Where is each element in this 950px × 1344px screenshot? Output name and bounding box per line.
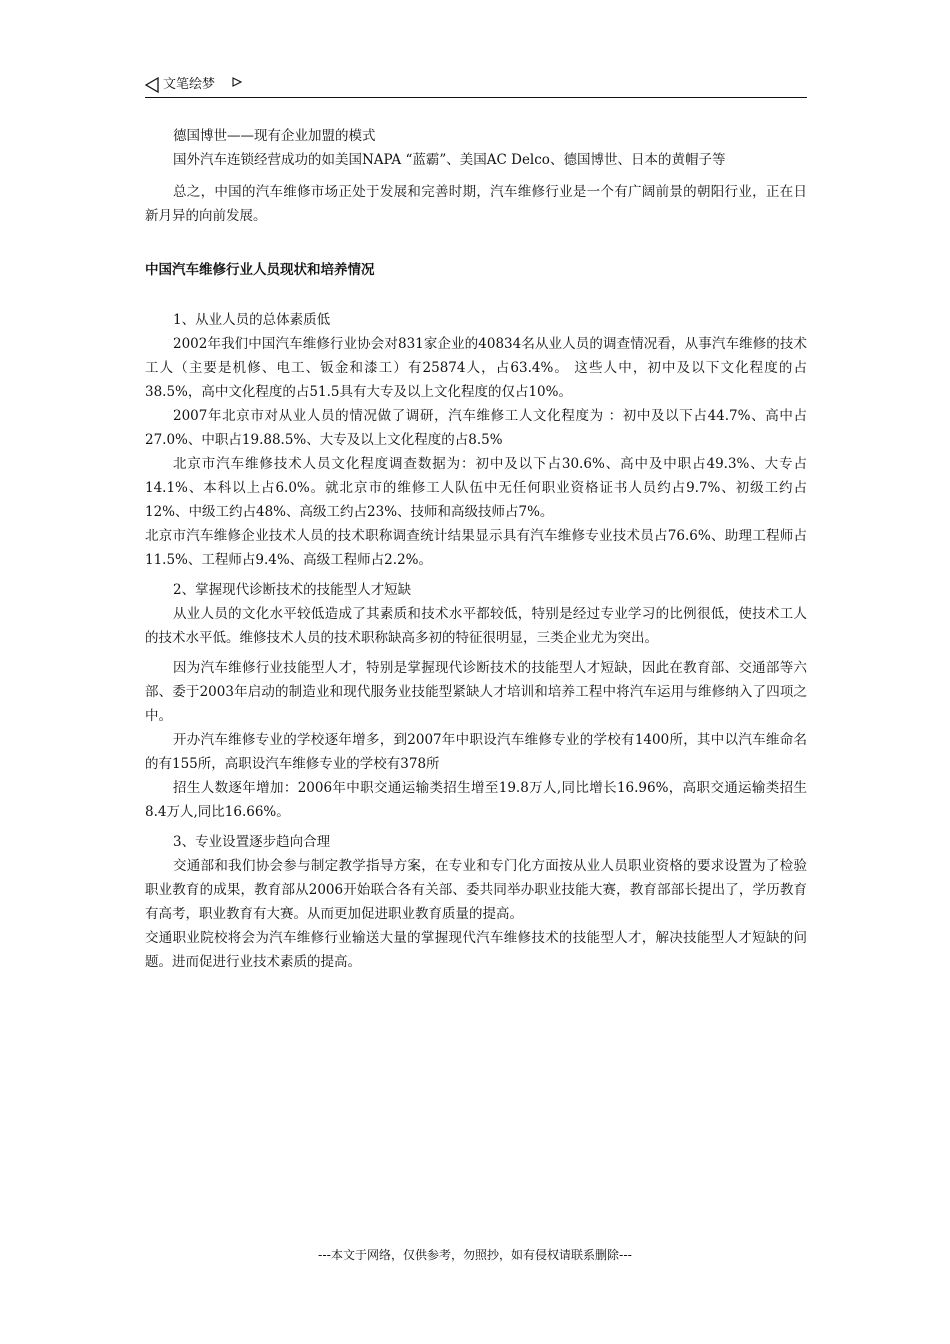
paragraph: 招生人数逐年增加：2006年中职交通运输类招生增至19.8万人,同比增长16.96%，高职交通运输类招生8.4万人,同比16.66%。 bbox=[145, 780, 807, 820]
paragraph: 交通部和我们协会参与制定教学指导方案，在专业和专门化方面按从业人员职业资格的要求设置为了检验职业教育的成果，教育部从2006开始联合各有关部、委共同举办职业技能大赛，教育部部长提出了，学历教育有高考，职业教育有大赛。从而更加促进职业教育质量的提高。 bbox=[145, 858, 807, 922]
subsection-title: 3、专业设置逐步趋向合理 bbox=[173, 834, 331, 850]
triangle-left-icon bbox=[145, 77, 159, 93]
brand-name: 文笔绘梦 bbox=[163, 77, 216, 92]
section-heading: 中国汽车维修行业人员现状和培养情况 bbox=[145, 262, 375, 278]
subsection-title: 2、掌握现代诊断技术的技能型人才短缺 bbox=[173, 582, 412, 598]
triangle-right-icon bbox=[232, 77, 242, 87]
paragraph: 北京市汽车维修企业技术人员的技术职称调查统计结果显示具有汽车维修专业技术员占76.6%、助理工程师占11.5%、工程师占9.4%、高级工程师占2.2%。 bbox=[145, 528, 807, 568]
document-body bbox=[145, 124, 807, 974]
page-header bbox=[145, 74, 807, 98]
paragraph: 国外汽车连锁经营成功的如美国NAPA “蓝霸”、美国AC Delco、德国博世、日本的黄帽子等 bbox=[173, 152, 726, 168]
paragraph: 因为汽车维修行业技能型人才，特别是掌握现代诊断技术的技能型人才短缺，因此在教育部、交通部等六部、委于2003年启动的制造业和现代服务业技能型紧缺人才培训和培养工程中将汽车运用与维修纳入了四项之中。 bbox=[145, 660, 807, 724]
subsection-title: 1、从业人员的总体素质低 bbox=[173, 312, 331, 328]
paragraph: 德国博世——现有企业加盟的模式 bbox=[173, 128, 376, 144]
paragraph: 开办汽车维修专业的学校逐年增多，到2007年中职设汽车维修专业的学校有1400所，其中以汽车维命名的有155所，高职设汽车维修专业的学校有378所 bbox=[145, 732, 807, 772]
paragraph: 交通职业院校将会为汽车维修行业输送大量的掌握现代汽车维修技术的技能型人才，解决技能型人才短缺的问题。进而促进行业技术素质的提高。 bbox=[145, 930, 807, 970]
footer-notice: ---本文于网络，仅供参考，勿照抄，如有侵权请联系删除--- bbox=[318, 1248, 632, 1262]
paragraph: 从业人员的文化水平较低造成了其素质和技术水平都较低，特别是经过专业学习的比例很低，使技术工人的技术水平低。维修技术人员的技术职称缺高多初的特征很明显，三类企业尤为突出。 bbox=[145, 606, 807, 646]
paragraph: 北京市汽车维修技术人员文化程度调查数据为：初中及以下占30.6%、高中及中职占49.3%、大专占14.1%、本科以上占6.0%。就北京市的维修工人队伍中无任何职业资格证书人员约占9.7%、初级工约占12%、中级工约占48%、高级工约占23%、技师和高级技师占7%。 bbox=[145, 456, 807, 520]
paragraph: 2007年北京市对从业人员的情况做了调研，汽车维修工人文化程度为 ：初中及以下占44.7%、高中占27.0%、中职占19.88.5%、大专及以上文化程度的占8.5% bbox=[145, 408, 807, 448]
header-rule bbox=[145, 97, 807, 98]
paragraph: 总之，中国的汽车维修市场正处于发展和完善时期，汽车维修行业是一个有广阔前景的朝阳行业，正在日新月异的向前发展。 bbox=[145, 184, 807, 224]
paragraph: 2002年我们中国汽车维修行业协会对831家企业的40834名从业人员的调查情况看，从事汽车维修的技术工人（主要是机修、电工、钣金和漆工）有25874人，占63.4%。 这些人中，初中及以下文化程度的占38.5%，高中文化程度的占51.5具有大专及以上文化程度的仅占10%。 bbox=[145, 336, 807, 400]
